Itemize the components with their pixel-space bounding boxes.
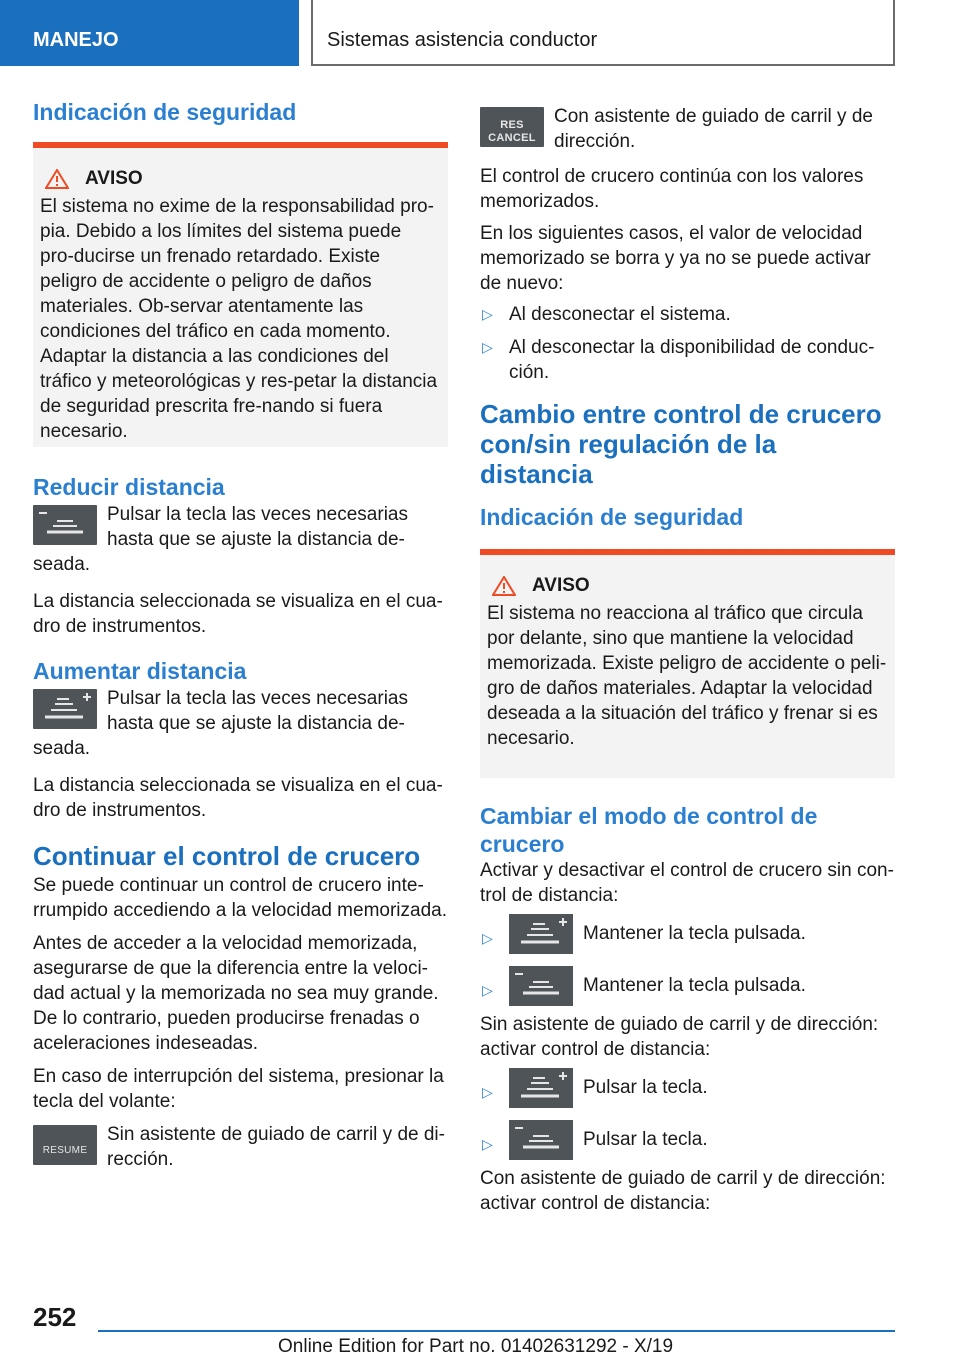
bullet-arrow-icon: ▷ [482,982,493,998]
distance-decrease-key-icon [33,505,97,545]
continue-p1: Se puede continuar un control de crucero inte-rrumpido accediendo a la velocidad memorizada. [33,875,448,921]
warning-box [33,142,448,447]
res-cancel-key-line1: RES [500,119,524,131]
mode-text: Activar y desactivar el control de crucero sin con-trol de distancia: [480,860,894,906]
resume-text: Sin asistente de guiado de carril y de di-rección. [107,1124,445,1170]
warning-triangle-icon [45,169,69,189]
bullet-arrow-icon: ▷ [482,930,493,946]
increase-note: La distancia seleccionada se visualiza en el cua-dro de instrumentos. [33,775,443,821]
list-item [480,914,895,960]
right-column [480,104,895,1216]
edition-text: Online Edition for Part no. 01402631292 - X/19 [278,1336,674,1357]
resume-key-label: RESUME [42,1145,88,1156]
safety-heading: Indicación de seguridad [33,99,297,125]
list-item [480,335,895,385]
right-p2: En los siguientes casos, el valor de velocidad memorizado se borra y ya no se puede activar de nuevo: [480,223,871,294]
resume-instruction [33,1122,448,1172]
page-number: 252 [33,1302,77,1332]
press-text-2: Pulsar la tecla. [583,1129,708,1151]
bullet-list [480,302,895,385]
warning-title-2 [487,573,887,598]
reduce-note: La distancia seleccionada se visualiza en el cua-dro de instrumentos. [33,591,443,637]
warning-box-2 [480,549,895,778]
list-item [480,1068,895,1114]
reduce-heading: Reducir distancia [33,474,225,500]
increase-instruction [33,686,448,761]
page-header [0,0,960,66]
press-text-1: Pulsar la tecla. [583,1077,708,1099]
increase-text: Pulsar la tecla las veces necesarias hasta que se ajuste la distancia de-seada. [33,688,408,759]
continue-heading: Continuar el control de crucero [33,841,421,871]
warning-text-2: El sistema no reacciona al tráfico que circula por delante, sino que mantiene la velocidad memorizada. Existe peligro de accidente o peli-gro de daños materiales. Adaptar la velocidad deseada a la situación del tráfico y frenar si es necesario. [487,603,887,749]
bullet-arrow-icon: ▷ [482,339,493,355]
reduce-text: Pulsar la tecla las veces necesarias hasta que se ajuste la distancia de-seada. [33,504,408,575]
distance-decrease-key-icon [509,966,573,1006]
bullet-arrow-icon: ▷ [482,306,493,322]
bullet-arrow-icon: ▷ [482,1084,493,1100]
hold-text-1: Mantener la tecla pulsada. [583,923,806,945]
change-heading: Cambio entre control de crucero con/sin regulación de la distancia [480,399,882,489]
resume-key-icon [33,1125,97,1165]
hold-list [480,914,895,1010]
cancel-text: Con asistente de guiado de carril y de dirección. [554,106,873,152]
hold-text-2: Mantener la tecla pulsada. [583,975,806,997]
safety-heading-2: Indicación de seguridad [480,504,744,530]
press-list [480,1068,895,1164]
with-assist-text: Con asistente de guiado de carril y de dirección: activar control de distancia: [480,1168,886,1214]
warning-title-text-2: AVISO [532,575,590,596]
list-item-text: Al desconectar la disponibilidad de conduc-ción. [509,337,875,383]
cancel-instruction [480,104,895,154]
distance-increase-key-icon [509,914,573,954]
continue-p3: En caso de interrupción del sistema, presionar la tecla del volante: [33,1066,444,1112]
distance-increase-key-icon [509,1068,573,1108]
res-cancel-key-icon [480,107,544,147]
left-column [33,98,448,1172]
list-item-text: Al desconectar el sistema. [509,304,731,325]
distance-increase-key-icon [33,689,97,729]
reduce-instruction [33,502,448,577]
warning-text: El sistema no exime de la responsabilidad pro-pia. Debido a los límites del sistema puede pro-ducirse un frenado retardado. Existe peligro de accidente o peligro de daños materiales. Ob-servar atentamente las condiciones del tráfico en cada momento. Adaptar la distancia a las condiciones del tráfico y meteorológicas y res-petar la distancia de seguridad prescrita fre-nando si fuera necesario. [40,196,438,442]
without-assist-text: Sin asistente de guiado de carril y de dirección: activar control de distancia: [480,1014,879,1060]
right-p1: El control de crucero continúa con los valores memorizados. [480,166,864,212]
distance-decrease-key-icon [509,1120,573,1160]
continue-p2: Antes de acceder a la velocidad memorizada, asegurarse de que la diferencia entre la veloci-dad actual y la memorizada no sea muy grande. De lo contrario, pueden producirse frenadas o aceleraciones indeseadas. [33,933,439,1054]
chapter-title: Sistemas asistencia conductor [311,0,895,66]
list-item [480,1120,895,1164]
list-item [480,302,895,327]
mode-heading: Cambiar el modo de control de crucero [480,803,818,857]
warning-title [40,166,440,191]
section-tab: MANEJO [0,0,299,66]
footer-divider [98,1330,895,1332]
res-cancel-key-line2: CANCEL [488,132,536,144]
list-item [480,966,895,1010]
increase-heading: Aumentar distancia [33,658,247,684]
warning-triangle-icon [492,576,516,596]
bullet-arrow-icon: ▷ [482,1136,493,1152]
warning-title-text: AVISO [85,168,143,189]
